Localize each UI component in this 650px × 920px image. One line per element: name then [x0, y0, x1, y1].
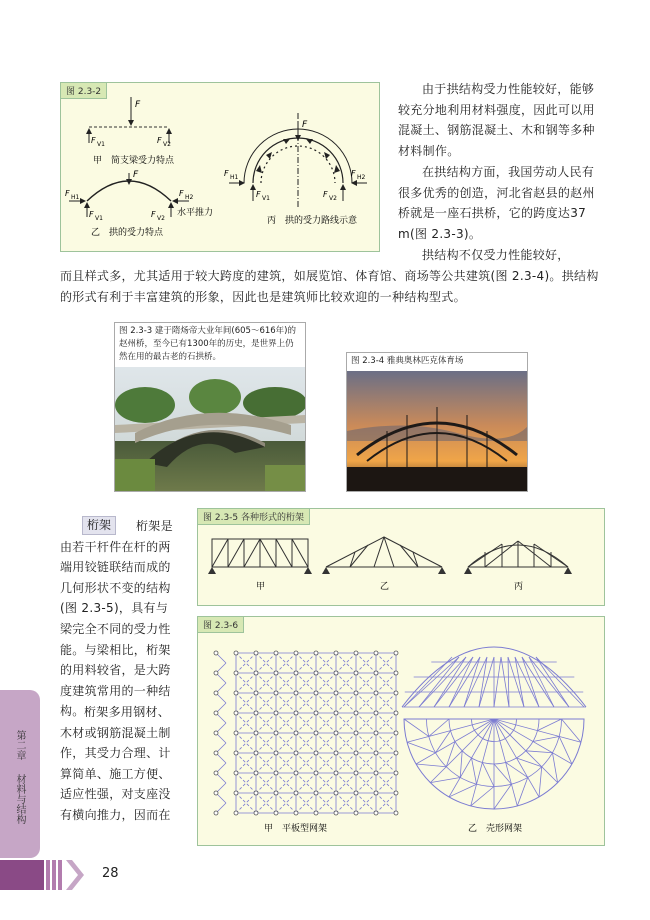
paragraph-arch-types: 而且样式多，尤其适用于较大跨度的建筑，如展览馆、体育馆、商场等公共建筑(图 2.3-4)。拱结构的形式有利于丰富建筑的形象，因此也是建筑师比较欢迎的一种结构型式。: [60, 269, 599, 304]
arch-force-diagram: [61, 83, 379, 251]
svg-text:F: F: [65, 189, 70, 198]
figure-2-3-2: [60, 82, 380, 252]
truss-types-diagram: [198, 509, 604, 605]
caption-yi: 乙 拱的受力特点: [91, 228, 164, 238]
paragraph-arch-types-start: 拱结构不仅受力性能较好，: [422, 248, 570, 262]
svg-text:F: F: [151, 210, 156, 219]
figure-2-3-3-caption: 图 2.3-3 建于隋炀帝大业年间(605～616年)的赵州桥，至今已有1300年的历史，是世界上仍然在用的最古老的石拱桥。: [119, 325, 301, 364]
shell-space-frame: [402, 647, 586, 809]
figure-label: 图 2.3-2: [61, 83, 107, 99]
svg-text:H1: H1: [230, 174, 239, 181]
chapter-title: 材料与结构: [14, 774, 25, 824]
svg-text:H1: H1: [71, 194, 80, 201]
paragraph-arch-materials: 由于拱结构受力性能较好，能够较充分地利用材料强度，因此可以用混凝土、钢筋混凝土、木和钢等多种材料制作。: [398, 82, 595, 158]
svg-text:F: F: [351, 169, 356, 178]
space-frame-diagram: [198, 617, 604, 845]
svg-text:F: F: [323, 190, 328, 199]
caption-shell-frame: 乙 壳形网架: [468, 824, 523, 834]
truss-materials: 桁架多用钢材、木材或钢筋混凝土制作，其受力合理、计算简单、施工方便、适应性强，对支座没有横向推力，因而在: [60, 705, 171, 822]
page-number-bar: [0, 860, 92, 890]
svg-text:F: F: [133, 170, 139, 180]
svg-text:F: F: [89, 210, 94, 219]
svg-text:F: F: [157, 136, 162, 145]
svg-text:V1: V1: [262, 195, 270, 202]
figure-2-3-6: [197, 616, 605, 846]
page-arrows: [0, 860, 92, 890]
svg-text:F: F: [224, 169, 229, 178]
force-F: F: [135, 100, 141, 110]
svg-text:F: F: [91, 136, 96, 145]
svg-text:F: F: [302, 120, 308, 130]
figure-label: 图 2.3-6: [198, 617, 244, 633]
figure-2-3-3: [114, 322, 306, 492]
truss-description: 桁架是由若干杆件在杆的两端用铰链联结而成的几何形状不变的结构(图 2.3-5)，具有与梁完全不同的受力性能。与梁相比，桁架的用料较省，是大跨度建筑常用的一种结构。: [60, 519, 173, 719]
zhaozhou-bridge-photo: [115, 367, 305, 491]
figure-2-3-5: [197, 508, 605, 606]
page-number: 28: [102, 866, 119, 881]
figure-2-3-4: [346, 352, 528, 492]
athens-stadium-photo: [347, 371, 527, 491]
caption-push: 水平推力: [177, 208, 214, 218]
paragraph-zhaozhou: 在拱结构方面，我国劳动人民有很多优秀的创造，河北省赵县的赵州桥就是一座石拱桥，它的跨度达37 m(图 2.3-3)。: [398, 165, 595, 241]
caption-bing: 丙 拱的受力路线示意: [267, 216, 358, 226]
flat-space-frame: [214, 651, 398, 815]
svg-text:V2: V2: [329, 195, 337, 202]
svg-text:F: F: [179, 189, 184, 198]
svg-text:V1: V1: [97, 141, 105, 148]
chapter-side-tab: [0, 690, 40, 858]
svg-text:H2: H2: [185, 194, 194, 201]
caption-flat-frame: 甲 平板型网架: [264, 824, 328, 834]
truss-label-yi: 乙: [380, 582, 390, 592]
chapter-number: 第二章: [14, 730, 25, 760]
svg-text:V1: V1: [95, 215, 103, 222]
svg-text:H2: H2: [357, 174, 366, 181]
svg-text:F: F: [256, 190, 261, 199]
figure-2-3-4-caption: 图 2.3-4 雅典奥林匹克体育场: [351, 355, 523, 368]
figure-label: 图 2.3-5 各种形式的桁架: [198, 509, 310, 525]
truss-label-bing: 丙: [514, 582, 524, 592]
svg-text:V2: V2: [157, 215, 165, 222]
svg-text:V2: V2: [163, 141, 171, 148]
caption-jia: 甲 简支梁受力特点: [93, 156, 175, 166]
truss-heading: 桁架: [82, 516, 116, 535]
truss-label-jia: 甲: [256, 582, 266, 592]
